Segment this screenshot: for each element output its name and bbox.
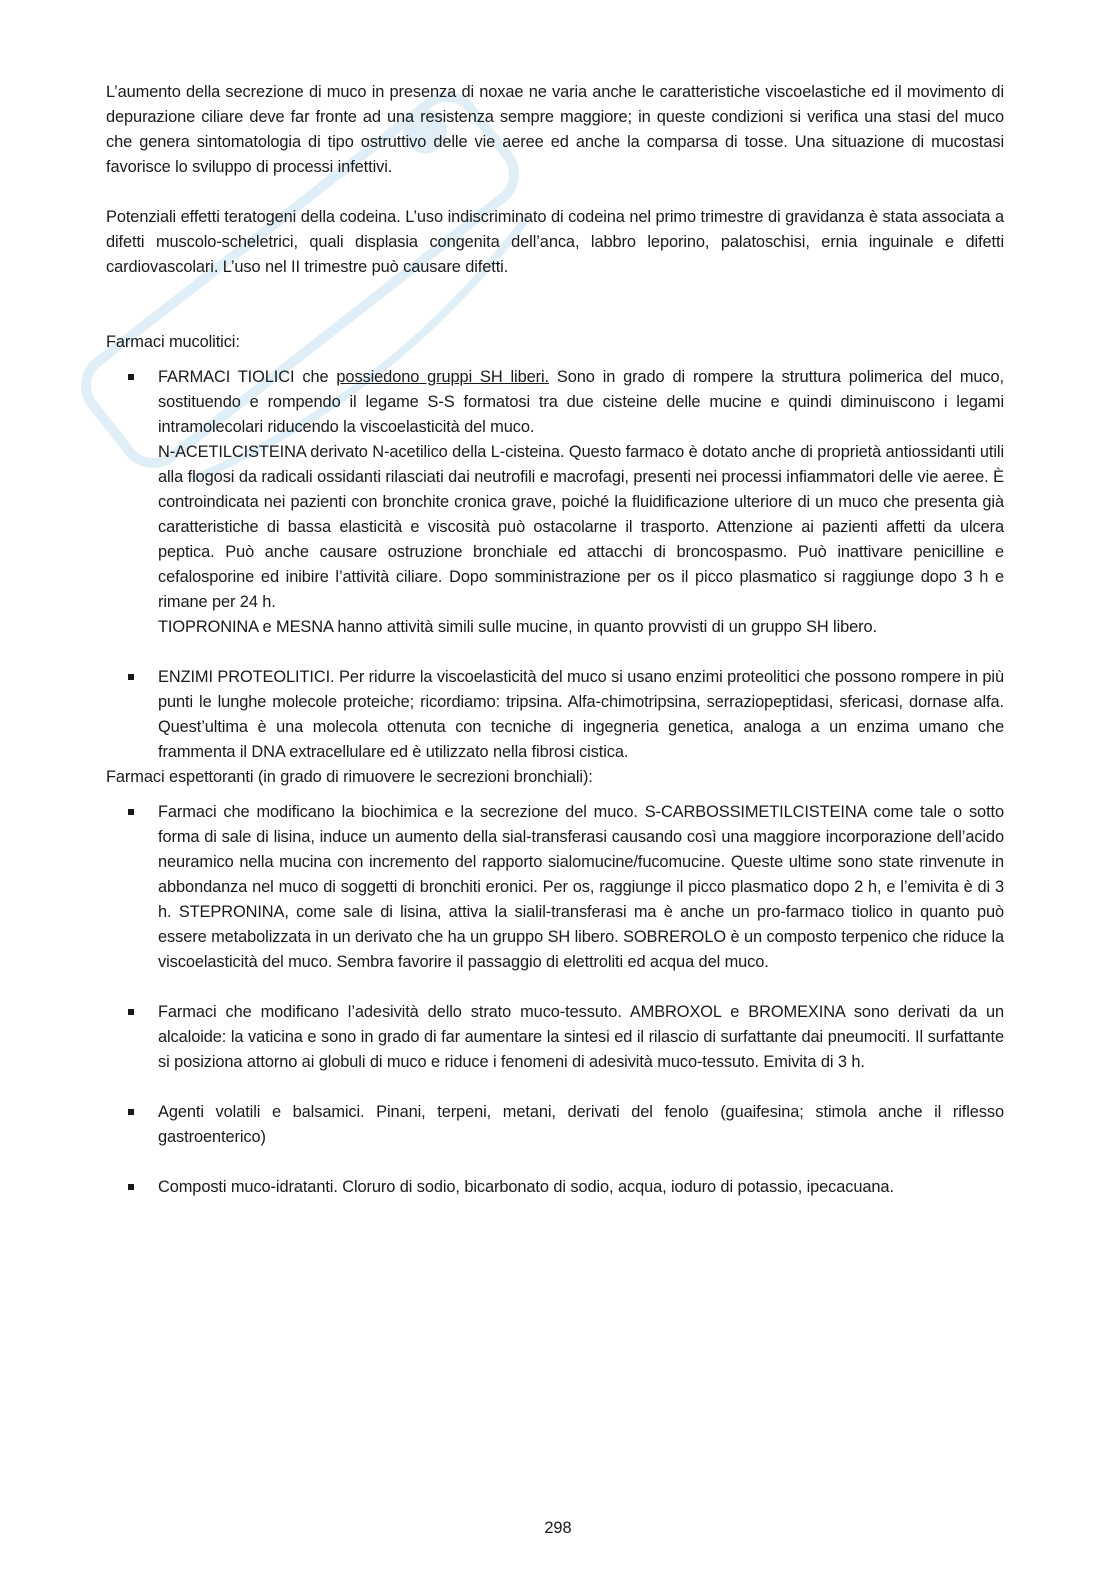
tiolici-prefix: FARMACI TIOLICI che bbox=[158, 368, 329, 386]
list-item-adesivita-muco: Farmaci che modificano l’adesività dello strato muco-tessuto. AMBROXOL e BROMEXINA sono derivati da un alcaloide: la vaticina e sono in grado di far aumentare la sintesi ed il rilascio di surfattante dai pneumociti. Il surfattante si posiziona attorno ai globuli di muco e riduce i fenomeni di adesività muco-tessuto. Emivita di 3 h. bbox=[106, 1000, 1004, 1075]
list-item-enzimi-proteolitici: ENZIMI PROTEOLITICI. Per ridurre la viscoelasticità del muco si usano enzimi proteolitici che possono rompere in più punti le lunghe molecole proteiche; ricordiamo: tripsina. Alfa-chimotripsina, serraziopeptidasi, sfericasi, dornase alfa. Quest’ultima è una molecola ottenuta con tecniche di ingegneria genetica, analoga a un enzima umano che frammenta il DNA extracellulare ed è utilizzato nella fibrosi cistica. bbox=[106, 665, 1004, 765]
page-number: 298 bbox=[544, 1519, 572, 1537]
tiolici-underlined-text: possiedono gruppi SH liberi. bbox=[336, 368, 549, 386]
tiolici-description: Sono in grado di rompere la struttura polimerica del muco, sostituendo e rompendo il legame S-S formatosi tra due cisteine delle mucine e quindi diminuiscono i legami intramolecolari riducendo la viscoelasticità del muco. bbox=[158, 368, 1004, 436]
tiopronina-text: TIOPRONINA e MESNA hanno attività simili sulle mucine, in quanto provvisti di un gruppo SH libero. bbox=[158, 618, 877, 636]
n-acetilcisteina-text: N-ACETILCISTEINA derivato N-acetilico della L-cisteina. Questo farmaco è dotato anche di proprietà antiossidanti utili alla flogosi da radicali ossidanti rilasciati dai neutrofili e macrofagi, presenti nei processi infiammatori delle vie aeree. È controindicata nei pazienti con bronchite cronica grave, poiché la fluidificazione ulteriore di un muco che presenta già caratteristiche di bassa elasticità e viscosità può ostacolarne il trasporto. Attenzione ai pazienti affetti da ulcera peptica. Può anche causare ostruzione bronchiale ed attacchi di broncospasmo. Può inattivare penicilline e cefalosporine ed inibire l’attività ciliare. Dopo somministrazione per os il picco plasmatico si raggiunge dopo 3 h e rimane per 24 h. bbox=[158, 443, 1004, 611]
list-item-farmaci-tiolici bbox=[106, 365, 1004, 640]
intro-paragraph: L’aumento della secrezione di muco in presenza di noxae ne varia anche le caratteristiche viscoelastiche ed il movimento di depurazione ciliare deve far fronte ad una resistenza sempre maggiore; in queste condizioni si verifica una stasi del muco che genera sintomatologia di tipo ostruttivo delle vie aeree ed anche la comparsa di tosse. Una situazione di mucostasi favorisce lo sviluppo di processi infettivi. bbox=[106, 83, 1004, 176]
list-item-agenti-volatili: Agenti volatili e balsamici. Pinani, terpeni, metani, derivati del fenolo (guaifesina; stimola anche il riflesso gastroenterico) bbox=[106, 1100, 1004, 1150]
espettoranti-list bbox=[106, 800, 1004, 1200]
list-item-biochimica-muco: Farmaci che modificano la biochimica e la secrezione del muco. S-CARBOSSIMETILCISTEINA come tale o sotto forma di sale di lisina, induce un aumento della sial-transferasi causando così una maggiore incorporazione dell’acido neuramico nella mucina con incremento del rapporto sialomucine/fucomucine. Queste ultime sono state rinvenute in abbondanza nel muco di soggetti di bronchiti eronici. Per os, raggiunge il picco plasmatico dopo 2 h, e l’emivita è di 3 h. STEPRONINA, come sale di lisina, attiva la sialil-transferasi ma è anche un pro-farmaco tiolico in quanto può essere metabolizzata in un derivato che ha un gruppo SH libero. SOBREROLO è un composto terpenico che riduce la viscoelasticità del muco. Sembra favorire il passaggio di elettroliti ed acqua del muco. bbox=[106, 800, 1004, 975]
mucolitici-heading: Farmaci mucolitici: bbox=[106, 333, 240, 351]
mucolitici-list bbox=[106, 365, 1004, 765]
codeine-paragraph: Potenziali effetti teratogeni della codeina. L’uso indiscriminato di codeina nel primo trimestre di gravidanza è stata associata a difetti muscolo-scheletrici, quali displasia congenita dell’anca, labbro leporino, palatoschisi, ernia inguinale e difetti cardiovascolari. L’uso nel II trimestre può causare difetti. bbox=[106, 208, 1004, 276]
list-item-muco-idratanti: Composti muco-idratanti. Cloruro di sodio, bicarbonato di sodio, acqua, ioduro di potassio, ipecacuana. bbox=[106, 1175, 1004, 1200]
document-body bbox=[106, 80, 1004, 1225]
espettoranti-heading: Farmaci espettoranti (in grado di rimuovere le secrezioni bronchiali): bbox=[106, 768, 593, 786]
